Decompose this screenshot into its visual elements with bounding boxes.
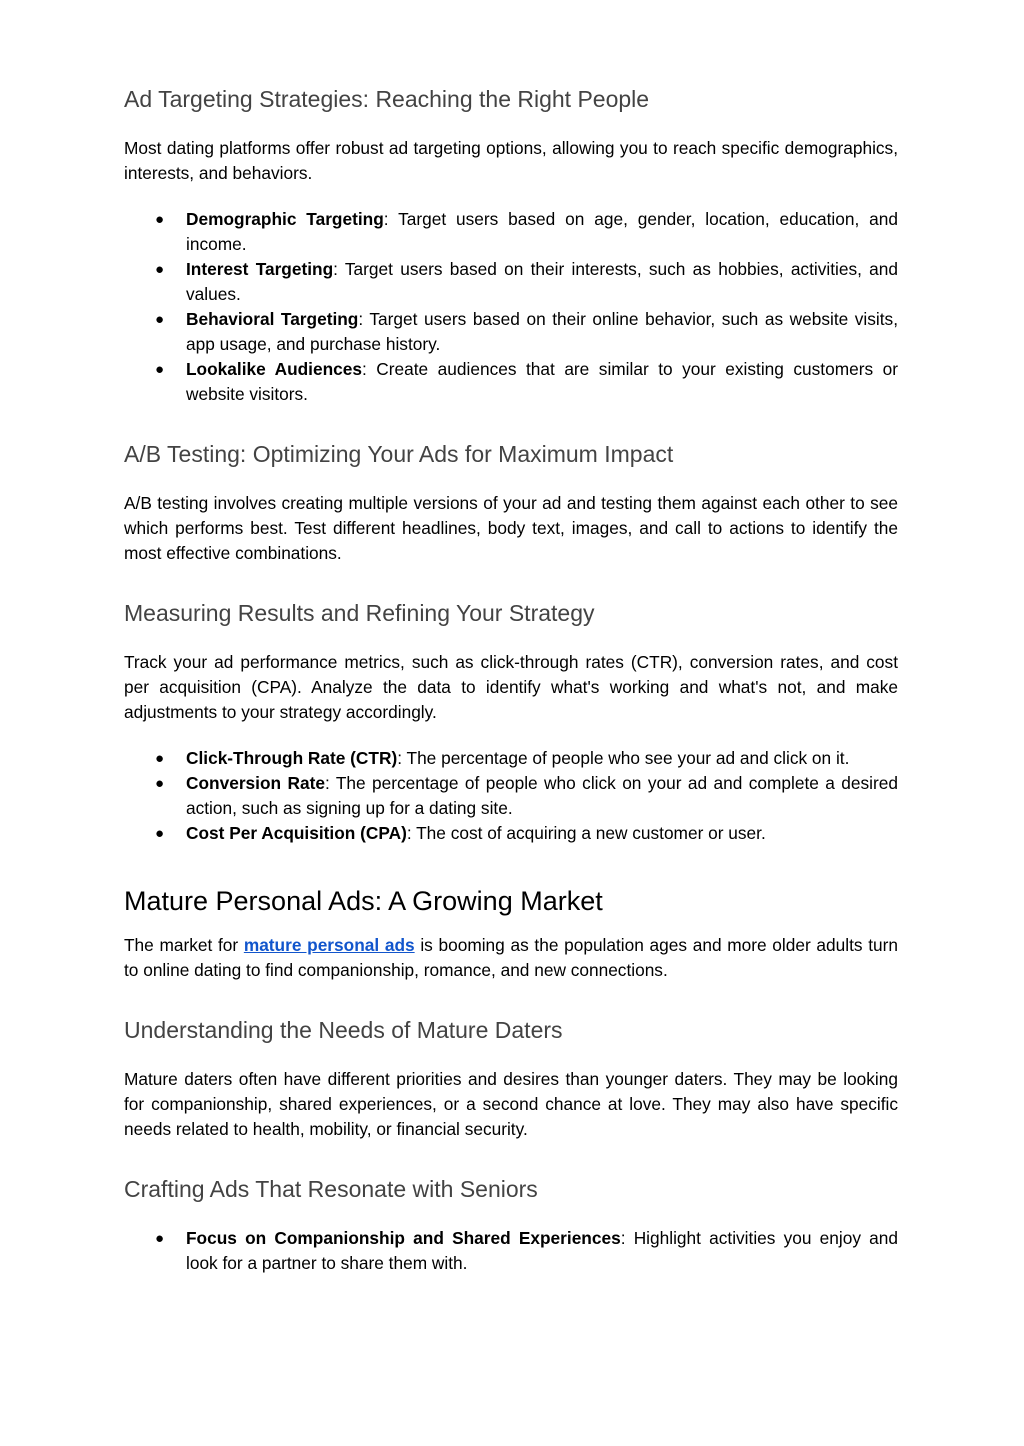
bullet-icon: ● [155, 361, 165, 378]
section-heading-mature: Mature Personal Ads: A Growing Market [124, 886, 603, 916]
section-heading-targeting: Ad Targeting Strategies: Reaching the Right People [124, 86, 650, 112]
list-item: ● Lookalike Audiences: Create audiences that are similar to your existing customers or website visitors. [155, 359, 898, 404]
bullet-icon: ● [155, 775, 165, 792]
section-heading-ab-testing: A/B Testing: Optimizing Your Ads for Maximum Impact [124, 441, 674, 467]
mature-body: The market for mature personal ads is booming as the population ages and more older adults turn to online dating to find companionship, romance, and new connections. [124, 935, 898, 980]
bullet-icon: ● [155, 750, 165, 767]
bullet-icon: ● [155, 261, 165, 278]
list-item: ● Interest Targeting: Target users based on their interests, such as hobbies, activities, and values. [155, 259, 899, 304]
section-heading-measuring: Measuring Results and Refining Your Strategy [124, 600, 595, 626]
document-page [124, 82, 898, 1276]
needs-body: Mature daters often have different priorities and desires than younger daters. They may be looking for companionship, shared experiences, or a second chance at love. They may also have specific needs related to health, mobility, or financial security. [124, 1069, 898, 1139]
list-item: ● Demographic Targeting: Target users based on age, gender, location, education, and income. [155, 209, 898, 254]
mature-personal-ads-link[interactable]: mature personal ads [243, 935, 415, 955]
bullet-icon: ● [155, 311, 165, 328]
list-item: ● Conversion Rate: The percentage of people who click on your ad and complete a desired action, such as signing up for a dating site. [155, 773, 898, 818]
targeting-list [124, 207, 898, 407]
list-item: ● Behavioral Targeting: Target users based on their online behavior, such as website visits, app usage, and purchase history. [155, 309, 898, 354]
crafting-list [124, 1226, 898, 1276]
targeting-intro: Most dating platforms offer robust ad targeting options, allowing you to reach specific demographics, interests, and behaviors. [124, 138, 898, 183]
list-item: ● Click-Through Rate (CTR): The percentage of people who see your ad and click on it. [124, 746, 898, 771]
metrics-list [124, 746, 898, 846]
section-heading-crafting: Crafting Ads That Resonate with Seniors [124, 1176, 538, 1202]
bullet-icon: ● [155, 825, 165, 842]
list-item: ● Cost Per Acquisition (CPA): The cost of acquiring a new customer or user. [124, 821, 898, 846]
bullet-icon: ● [155, 211, 165, 228]
ab-testing-body: A/B testing involves creating multiple versions of your ad and testing them against each other to see which performs best. Test different headlines, body text, images, and call to actions to identify the most effective combinations. [124, 493, 898, 563]
bullet-icon: ● [155, 1230, 165, 1247]
section-heading-needs: Understanding the Needs of Mature Daters [124, 1017, 563, 1043]
measuring-body: Track your ad performance metrics, such as click-through rates (CTR), conversion rates, and cost per acquisition (CPA). Analyze the data to identify what's working and what's not, and make adjustments to your strategy accordingly. [124, 652, 898, 722]
list-item: ● Focus on Companionship and Shared Experiences: Highlight activities you enjoy and look for a partner to share them with. [155, 1228, 899, 1273]
